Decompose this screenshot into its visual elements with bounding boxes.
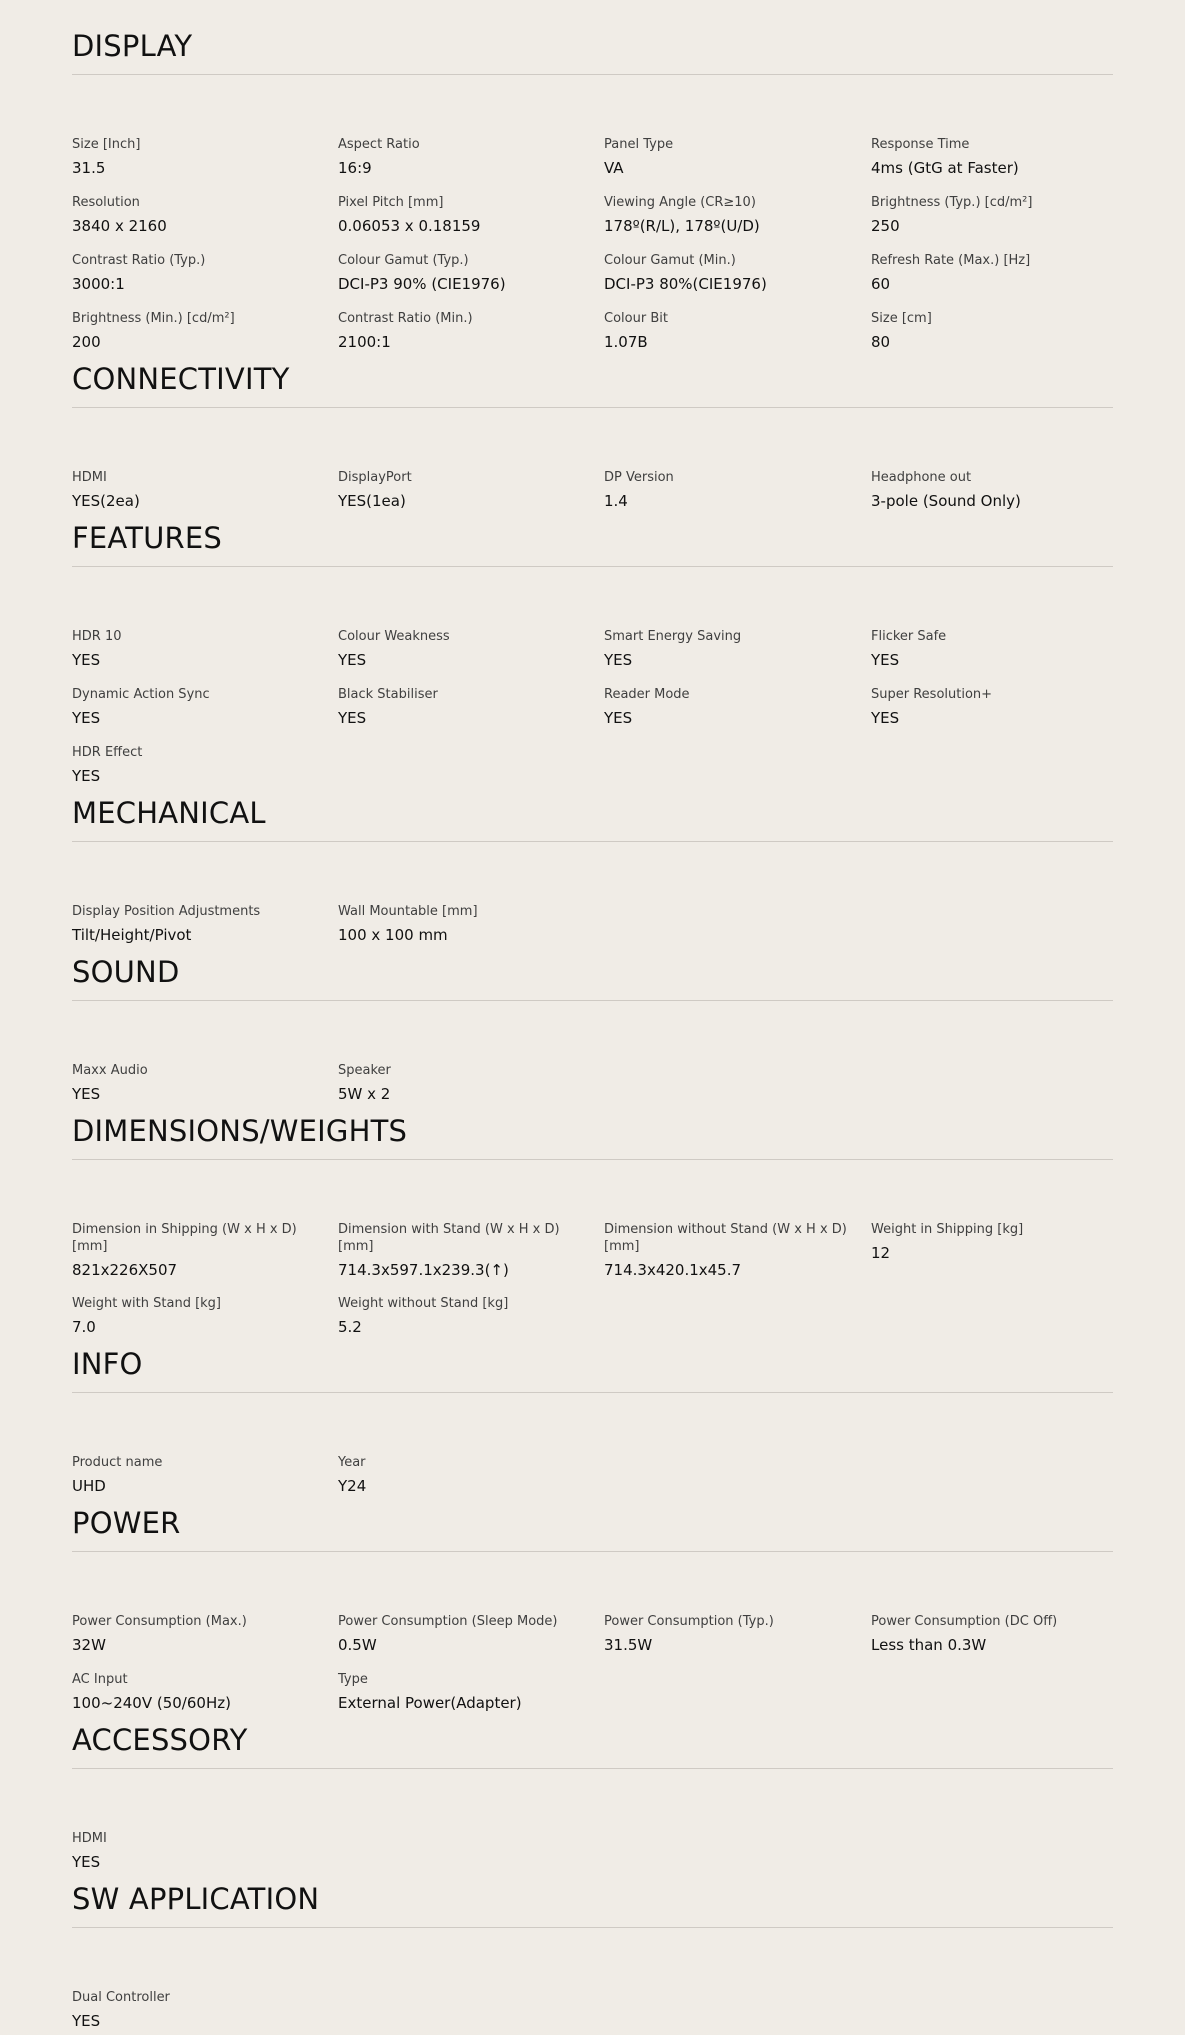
spec-label: Weight in Shipping [kg] bbox=[871, 1222, 1024, 1237]
spec-item bbox=[604, 252, 864, 294]
section-display bbox=[72, 28, 1113, 351]
spec-value: 3-pole (Sound Only) bbox=[871, 492, 1021, 510]
spec-item bbox=[604, 1613, 864, 1655]
section-mechanical bbox=[72, 795, 1113, 944]
spec-label: Refresh Rate (Max.) [Hz] bbox=[871, 253, 1031, 268]
spec-value: 714.3x597.1x239.3(↑) bbox=[338, 1261, 509, 1279]
spec-label: Display Position Adjustments bbox=[72, 904, 261, 919]
spec-value: Tilt/Height/Pivot bbox=[72, 926, 192, 944]
section-title: CONNECTIVITY bbox=[72, 362, 290, 396]
section-connectivity bbox=[72, 361, 1113, 510]
section-title: MECHANICAL bbox=[72, 796, 266, 830]
spec-item bbox=[72, 903, 332, 945]
spec-item bbox=[72, 1613, 332, 1655]
spec-item bbox=[72, 469, 332, 511]
spec-item bbox=[338, 1671, 598, 1713]
spec-item bbox=[72, 1989, 332, 2031]
spec-label: Year bbox=[338, 1455, 366, 1470]
spec-item bbox=[871, 1221, 1131, 1263]
spec-item bbox=[338, 1454, 598, 1496]
spec-label: HDR 10 bbox=[72, 629, 122, 644]
spec-label: Colour Bit bbox=[604, 311, 668, 326]
spec-label: Power Consumption (Typ.) bbox=[604, 1614, 774, 1629]
spec-label: Size [cm] bbox=[871, 311, 932, 326]
spec-value: 821x226X507 bbox=[72, 1261, 178, 1279]
spec-item bbox=[338, 469, 598, 511]
spec-value: 0.5W bbox=[338, 1636, 377, 1654]
section-title: INFO bbox=[72, 1347, 143, 1381]
spec-value: 100 x 100 mm bbox=[338, 926, 448, 944]
spec-item bbox=[72, 628, 332, 670]
spec-value: YES bbox=[604, 709, 633, 727]
spec-value: YES(1ea) bbox=[338, 492, 406, 510]
spec-value: Less than 0.3W bbox=[871, 1636, 987, 1654]
spec-value: 7.0 bbox=[72, 1318, 96, 1336]
section-title: FEATURES bbox=[72, 521, 223, 555]
spec-label: Contrast Ratio (Typ.) bbox=[72, 253, 206, 268]
spec-label: Panel Type bbox=[604, 137, 674, 152]
spec-value: 60 bbox=[871, 275, 891, 293]
section-title: SW APPLICATION bbox=[72, 1882, 320, 1916]
spec-value: 16:9 bbox=[338, 159, 372, 177]
section-divider bbox=[72, 566, 1113, 567]
spec-item bbox=[871, 1613, 1131, 1655]
section-accessory bbox=[72, 1722, 1113, 1871]
spec-label: Reader Mode bbox=[604, 687, 690, 702]
spec-item bbox=[604, 469, 864, 511]
spec-item bbox=[72, 1671, 332, 1713]
spec-label: DP Version bbox=[604, 470, 674, 485]
spec-item bbox=[338, 1062, 598, 1104]
spec-item bbox=[72, 136, 332, 178]
section-divider bbox=[72, 1551, 1113, 1552]
section-sound bbox=[72, 954, 1113, 1103]
spec-label: HDMI bbox=[72, 1831, 107, 1846]
spec-value: 2100:1 bbox=[338, 333, 391, 351]
spec-item bbox=[338, 1221, 598, 1280]
spec-item bbox=[604, 628, 864, 670]
spec-item bbox=[338, 1295, 598, 1337]
spec-label: Pixel Pitch [mm] bbox=[338, 195, 444, 210]
spec-value: 1.07B bbox=[604, 333, 648, 351]
spec-item bbox=[338, 136, 598, 178]
spec-value: DCI-P3 80%(CIE1976) bbox=[604, 275, 767, 293]
spec-value: 178º(R/L), 178º(U/D) bbox=[604, 217, 760, 235]
spec-label: Response Time bbox=[871, 137, 970, 152]
spec-label: Dimension with Stand (W x H x D) [mm] bbox=[338, 1222, 560, 1254]
spec-item bbox=[338, 686, 598, 728]
spec-label: Maxx Audio bbox=[72, 1063, 148, 1078]
spec-label: Power Consumption (Max.) bbox=[72, 1614, 247, 1629]
spec-label: Brightness (Min.) [cd/m²] bbox=[72, 311, 235, 326]
spec-label: Black Stabiliser bbox=[338, 687, 438, 702]
spec-label: Colour Gamut (Min.) bbox=[604, 253, 736, 268]
spec-label: Brightness (Typ.) [cd/m²] bbox=[871, 195, 1033, 210]
section-info bbox=[72, 1346, 1113, 1495]
spec-item bbox=[871, 686, 1131, 728]
spec-label: Type bbox=[338, 1672, 368, 1687]
spec-item bbox=[871, 252, 1131, 294]
spec-value: 80 bbox=[871, 333, 891, 351]
spec-value: YES bbox=[72, 2012, 101, 2030]
section-title: SOUND bbox=[72, 955, 180, 989]
section-divider bbox=[72, 1392, 1113, 1393]
section-features bbox=[72, 520, 1113, 785]
spec-item bbox=[338, 310, 598, 352]
spec-value: 32W bbox=[72, 1636, 106, 1654]
spec-label: Dual Controller bbox=[72, 1990, 170, 2005]
spec-item bbox=[338, 903, 598, 945]
spec-label: Weight without Stand [kg] bbox=[338, 1296, 509, 1311]
spec-value: YES bbox=[72, 651, 101, 669]
spec-value: 31.5 bbox=[72, 159, 106, 177]
spec-item bbox=[604, 136, 864, 178]
spec-value: YES bbox=[72, 1085, 101, 1103]
spec-value: YES bbox=[871, 709, 900, 727]
spec-value: 0.06053 x 0.18159 bbox=[338, 217, 481, 235]
spec-item bbox=[604, 686, 864, 728]
spec-label: HDMI bbox=[72, 470, 107, 485]
spec-value: YES bbox=[72, 767, 101, 785]
spec-label: Colour Weakness bbox=[338, 629, 450, 644]
spec-item bbox=[72, 1221, 332, 1280]
spec-value: 3000:1 bbox=[72, 275, 125, 293]
spec-item bbox=[871, 310, 1131, 352]
spec-value: 1.4 bbox=[604, 492, 628, 510]
spec-item bbox=[871, 136, 1131, 178]
spec-item bbox=[338, 1613, 598, 1655]
spec-label: Contrast Ratio (Min.) bbox=[338, 311, 473, 326]
spec-label: AC Input bbox=[72, 1672, 128, 1687]
spec-item bbox=[604, 1221, 849, 1280]
spec-value: VA bbox=[604, 159, 624, 177]
spec-item bbox=[72, 744, 332, 786]
spec-label: Power Consumption (DC Off) bbox=[871, 1614, 1058, 1629]
spec-item bbox=[338, 194, 598, 236]
spec-label: Dynamic Action Sync bbox=[72, 687, 210, 702]
spec-label: Colour Gamut (Typ.) bbox=[338, 253, 469, 268]
spec-value: UHD bbox=[72, 1477, 106, 1495]
spec-label: Smart Energy Saving bbox=[604, 629, 742, 644]
spec-item bbox=[604, 194, 864, 236]
spec-item bbox=[338, 252, 598, 294]
spec-item bbox=[871, 628, 1131, 670]
section-divider bbox=[72, 74, 1113, 75]
spec-value: 714.3x420.1x45.7 bbox=[604, 1261, 742, 1279]
section-title: POWER bbox=[72, 1506, 181, 1540]
spec-label: Viewing Angle (CR≥10) bbox=[604, 195, 756, 210]
spec-label: Wall Mountable [mm] bbox=[338, 904, 478, 919]
section-divider bbox=[72, 1927, 1113, 1928]
spec-value: YES bbox=[72, 709, 101, 727]
spec-item bbox=[871, 469, 1131, 511]
spec-value: 31.5W bbox=[604, 1636, 653, 1654]
section-dimensions-weights bbox=[72, 1113, 1113, 1336]
spec-label: Flicker Safe bbox=[871, 629, 947, 644]
spec-item bbox=[72, 194, 332, 236]
spec-value: 200 bbox=[72, 333, 101, 351]
spec-label: Dimension in Shipping (W x H x D) [mm] bbox=[72, 1222, 297, 1254]
spec-value: 100~240V (50/60Hz) bbox=[72, 1694, 231, 1712]
section-divider bbox=[72, 407, 1113, 408]
spec-label: Super Resolution+ bbox=[871, 687, 993, 702]
spec-value: YES bbox=[871, 651, 900, 669]
spec-label: Aspect Ratio bbox=[338, 137, 420, 152]
spec-item bbox=[72, 252, 332, 294]
spec-label: Speaker bbox=[338, 1063, 391, 1078]
spec-value: YES bbox=[338, 709, 367, 727]
spec-item bbox=[72, 1062, 332, 1104]
spec-item bbox=[604, 310, 864, 352]
spec-value: YES(2ea) bbox=[72, 492, 140, 510]
spec-value: YES bbox=[338, 651, 367, 669]
section-title: ACCESSORY bbox=[72, 1723, 248, 1757]
section-divider bbox=[72, 1159, 1113, 1160]
spec-value: External Power(Adapter) bbox=[338, 1694, 522, 1712]
spec-value: 4ms (GtG at Faster) bbox=[871, 159, 1019, 177]
spec-label: Power Consumption (Sleep Mode) bbox=[338, 1614, 558, 1629]
spec-label: Weight with Stand [kg] bbox=[72, 1296, 221, 1311]
spec-value: DCI-P3 90% (CIE1976) bbox=[338, 275, 506, 293]
spec-item bbox=[871, 194, 1131, 236]
section-title: DISPLAY bbox=[72, 29, 193, 63]
spec-value: Y24 bbox=[338, 1477, 367, 1495]
spec-label: Resolution bbox=[72, 195, 140, 210]
spec-label: Product name bbox=[72, 1455, 163, 1470]
spec-item bbox=[338, 628, 598, 670]
spec-value: 12 bbox=[871, 1244, 891, 1262]
spec-item bbox=[72, 310, 332, 352]
spec-label: HDR Effect bbox=[72, 745, 143, 760]
spec-label: DisplayPort bbox=[338, 470, 412, 485]
spec-label: Dimension without Stand (W x H x D) [mm] bbox=[604, 1222, 847, 1254]
section-title: DIMENSIONS/WEIGHTS bbox=[72, 1114, 408, 1148]
spec-item bbox=[72, 1454, 332, 1496]
section-divider bbox=[72, 841, 1113, 842]
spec-value: 3840 x 2160 bbox=[72, 217, 167, 235]
spec-value: 5W x 2 bbox=[338, 1085, 391, 1103]
spec-value: 250 bbox=[871, 217, 900, 235]
spec-label: Size [Inch] bbox=[72, 137, 141, 152]
spec-item bbox=[72, 686, 332, 728]
spec-value: YES bbox=[604, 651, 633, 669]
spec-value: YES bbox=[72, 1853, 101, 1871]
section-sw-application bbox=[72, 1881, 1113, 2030]
spec-label: Headphone out bbox=[871, 470, 972, 485]
spec-value: 5.2 bbox=[338, 1318, 362, 1336]
section-divider bbox=[72, 1000, 1113, 1001]
section-divider bbox=[72, 1768, 1113, 1769]
spec-item bbox=[72, 1295, 332, 1337]
spec-item bbox=[72, 1830, 332, 1872]
section-power bbox=[72, 1505, 1113, 1712]
